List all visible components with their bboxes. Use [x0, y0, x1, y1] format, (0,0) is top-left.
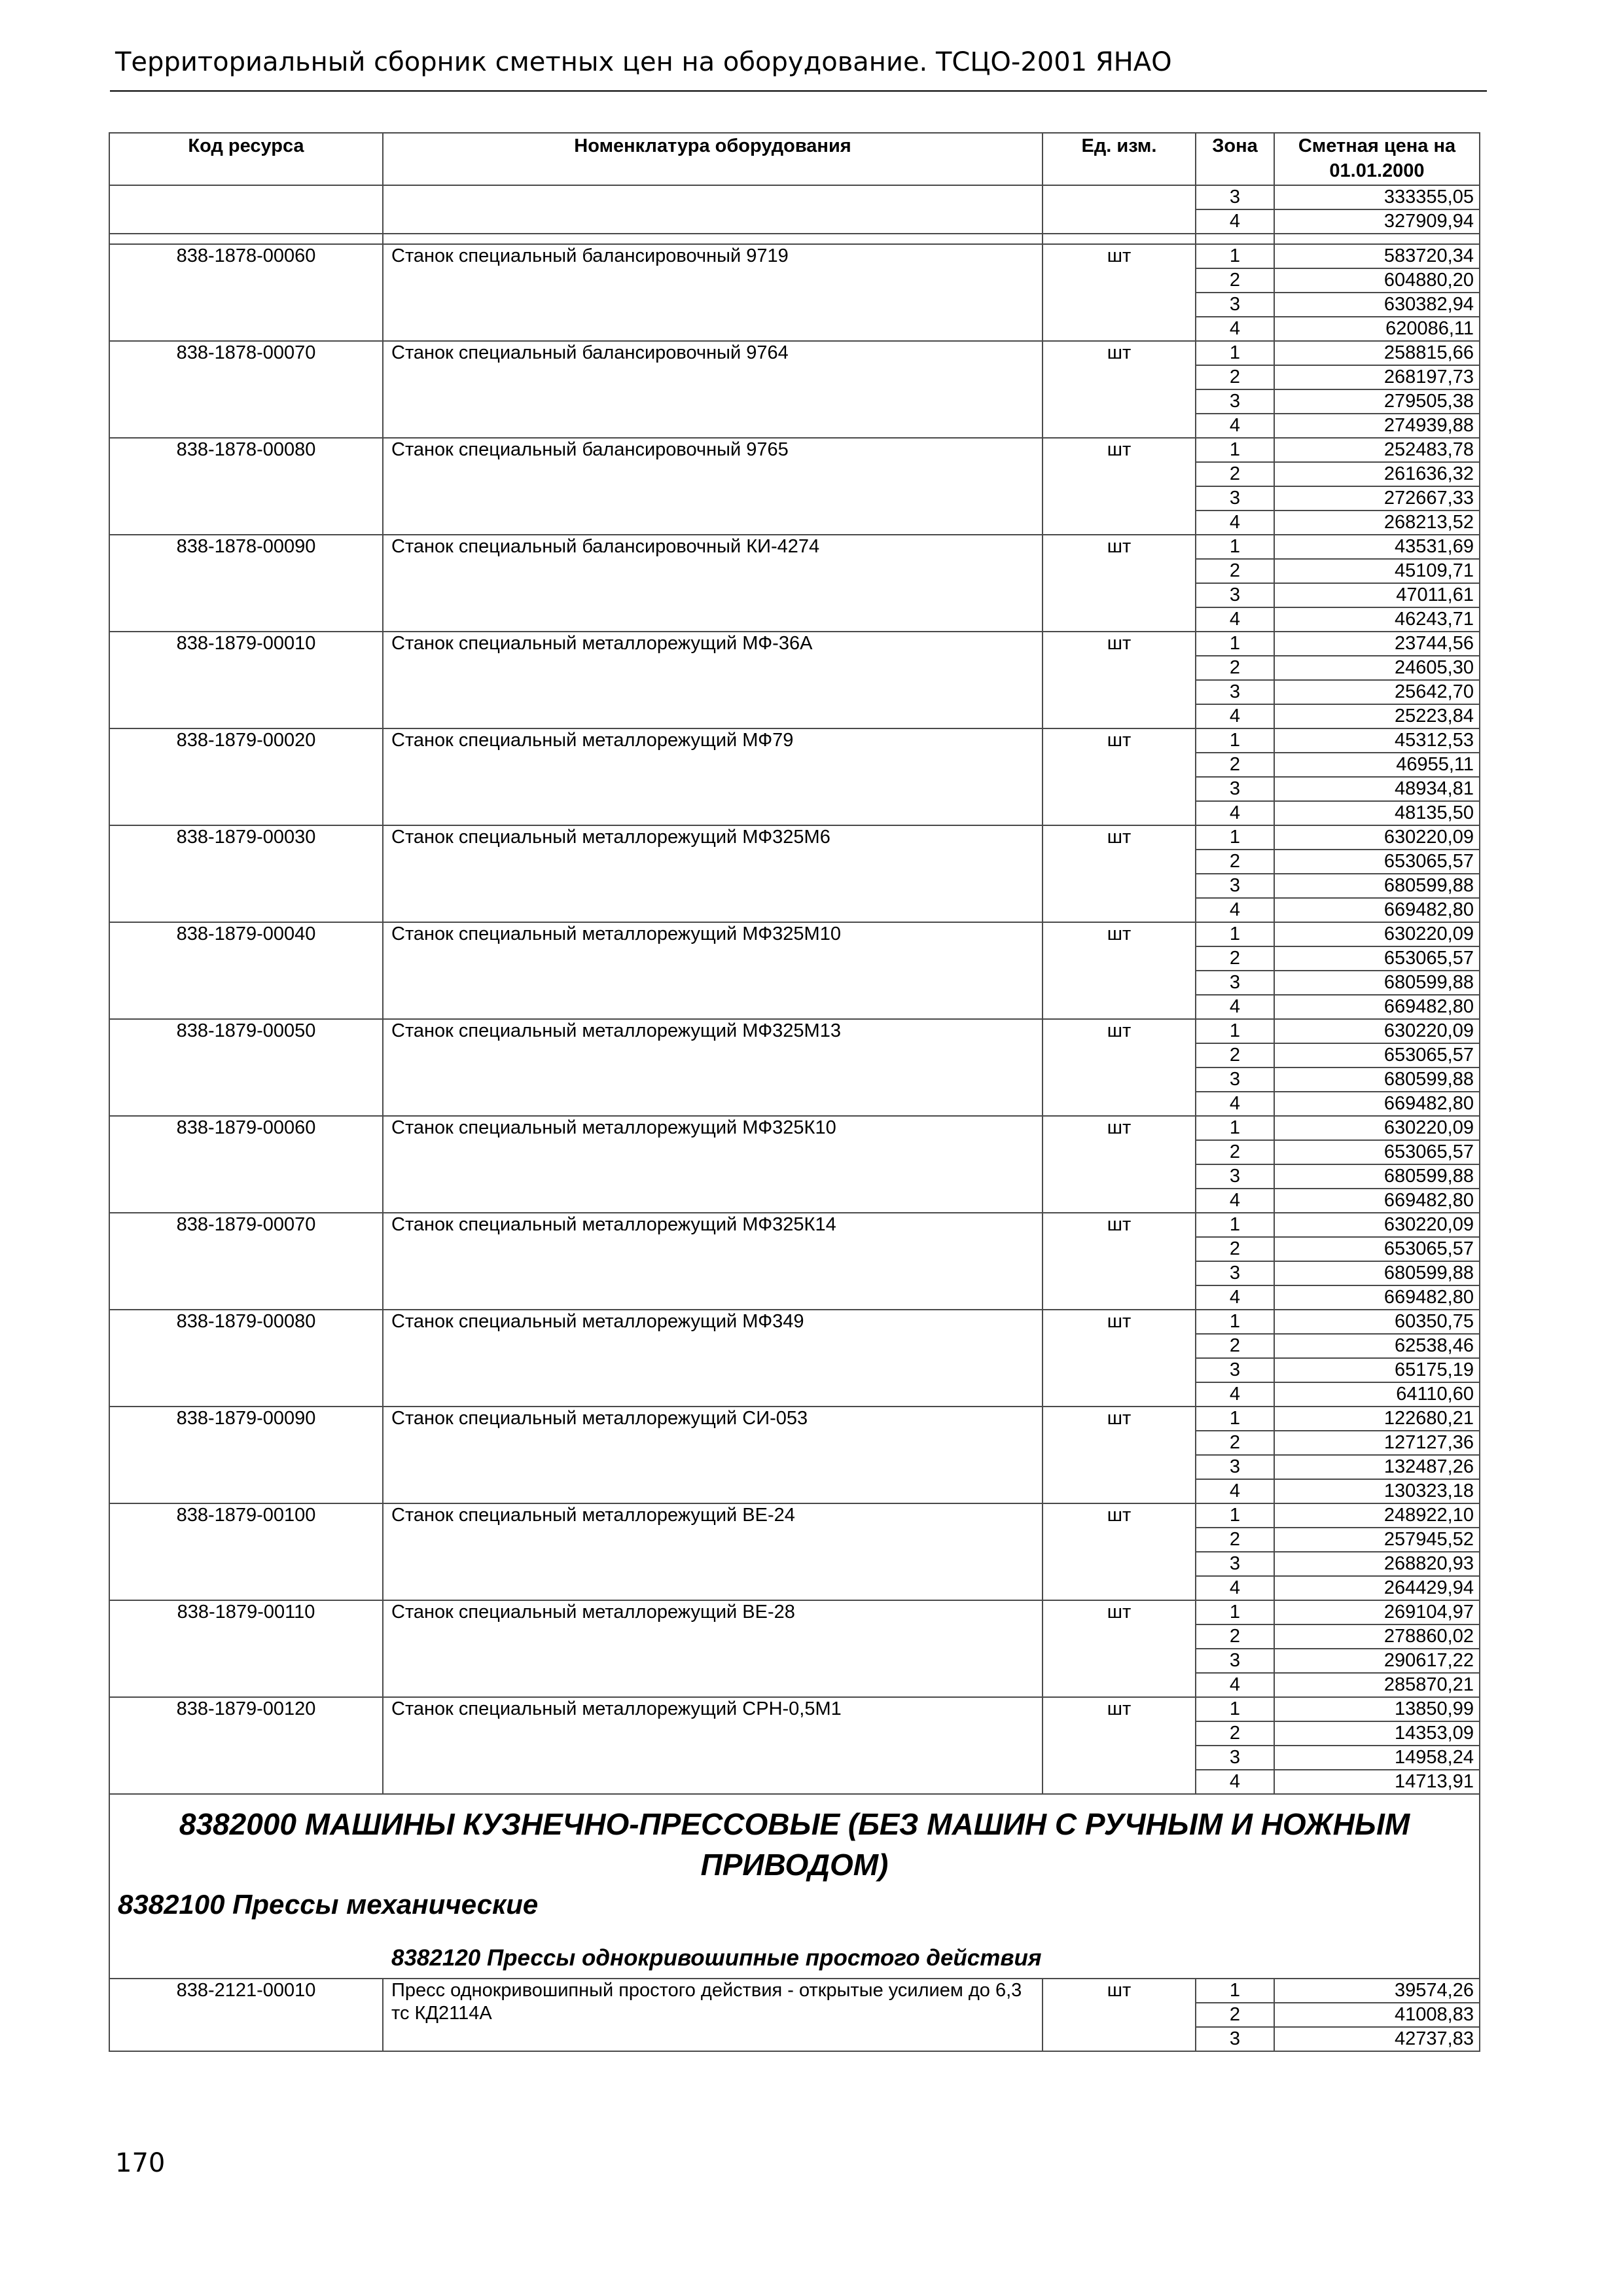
price-cell: 333355,05: [1274, 185, 1480, 209]
equipment-name: Станок специальный металлорежущий МФ325К10: [383, 1116, 1043, 1213]
zone-cell: 3: [1196, 1067, 1274, 1092]
zone-cell: 1: [1196, 438, 1274, 462]
price-cell: 680599,88: [1274, 874, 1480, 898]
resource-code: 838-1879-00050: [109, 1019, 383, 1116]
zone-cell: 1: [1196, 244, 1274, 268]
price-cell: 25642,70: [1274, 680, 1480, 704]
section-header-row: [109, 1794, 1480, 1979]
equipment-name: Станок специальный металлорежущий МФ349: [383, 1310, 1043, 1407]
zone-cell: 4: [1196, 995, 1274, 1019]
equipment-name: Станок специальный балансировочный 9719: [383, 244, 1043, 341]
price-cell: 25223,84: [1274, 704, 1480, 728]
price-cell: 62538,46: [1274, 1334, 1480, 1358]
zone-cell: 4: [1196, 607, 1274, 632]
zone-cell: 3: [1196, 293, 1274, 317]
subsection-title: 8382100 Прессы механические: [118, 1889, 539, 1920]
zone-cell: 3: [1196, 2027, 1274, 2051]
zone-cell: 1: [1196, 1310, 1274, 1334]
price-cell: 272667,33: [1274, 486, 1480, 511]
price-cell: 653065,57: [1274, 850, 1480, 874]
resource-code: 838-1879-00030: [109, 825, 383, 922]
price-cell: 630220,09: [1274, 825, 1480, 850]
resource-code: 838-1878-00070: [109, 341, 383, 438]
table-row: [109, 244, 1480, 268]
unit-of-measure: шт: [1043, 1213, 1196, 1310]
zone-cell: 3: [1196, 486, 1274, 511]
column-header-zone: Зона: [1196, 133, 1274, 185]
price-cell: 669482,80: [1274, 1285, 1480, 1310]
zone-cell: 2: [1196, 2003, 1274, 2027]
unit-of-measure: [1043, 185, 1196, 234]
group-title: 8382120 Прессы однокривошипные простого действия: [391, 1945, 1042, 1971]
table-row: [109, 1697, 1480, 1721]
equipment-name: [383, 185, 1043, 234]
resource-code: 838-1878-00090: [109, 535, 383, 632]
price-cell: 261636,32: [1274, 462, 1480, 486]
price-cell: 14353,09: [1274, 1721, 1480, 1746]
column-header-code: Код ресурса: [109, 133, 383, 185]
price-cell: 42737,83: [1274, 2027, 1480, 2051]
zone-cell: 1: [1196, 825, 1274, 850]
zone-cell: 4: [1196, 414, 1274, 438]
resource-code: 838-1879-00100: [109, 1503, 383, 1600]
zone-cell: 4: [1196, 1189, 1274, 1213]
price-cell: 285870,21: [1274, 1673, 1480, 1697]
zone-cell: 2: [1196, 559, 1274, 583]
price-cell: 653065,57: [1274, 946, 1480, 971]
zone-cell: 4: [1196, 1382, 1274, 1407]
zone-cell: 1: [1196, 1600, 1274, 1624]
price-table: [109, 132, 1480, 2052]
price-cell: 669482,80: [1274, 1189, 1480, 1213]
table-row: [109, 1407, 1480, 1431]
equipment-name: Станок специальный балансировочный 9765: [383, 438, 1043, 535]
equipment-name: Станок специальный металлорежущий МФ325К14: [383, 1213, 1043, 1310]
price-cell: 653065,57: [1274, 1043, 1480, 1067]
price-cell: 248922,10: [1274, 1503, 1480, 1528]
price-cell: 132487,26: [1274, 1455, 1480, 1479]
table-row: [109, 632, 1480, 656]
equipment-name: Станок специальный металлорежущий МФ79: [383, 728, 1043, 825]
resource-code: 838-1879-00040: [109, 922, 383, 1019]
zone-cell: 2: [1196, 850, 1274, 874]
zone-cell: 3: [1196, 1746, 1274, 1770]
zone-cell: 1: [1196, 1116, 1274, 1140]
price-cell: 268820,93: [1274, 1552, 1480, 1576]
zone-cell: 2: [1196, 1624, 1274, 1649]
equipment-name: Станок специальный балансировочный КИ-4274: [383, 535, 1043, 632]
zone-cell: 3: [1196, 1164, 1274, 1189]
price-cell: 14958,24: [1274, 1746, 1480, 1770]
unit-of-measure: шт: [1043, 341, 1196, 438]
price-cell: 258815,66: [1274, 341, 1480, 365]
price-cell: 252483,78: [1274, 438, 1480, 462]
zone-cell: 4: [1196, 317, 1274, 341]
price-cell: 46243,71: [1274, 607, 1480, 632]
zone-cell: 2: [1196, 1528, 1274, 1552]
equipment-name: Станок специальный металлорежущий ВЕ-24: [383, 1503, 1043, 1600]
zone-cell: 2: [1196, 1237, 1274, 1261]
zone-cell: 3: [1196, 680, 1274, 704]
table-header-row: [109, 133, 1480, 185]
resource-code: 838-1879-00090: [109, 1407, 383, 1503]
zone-cell: 3: [1196, 971, 1274, 995]
unit-of-measure: шт: [1043, 728, 1196, 825]
zone-cell: 2: [1196, 365, 1274, 389]
resource-code: 838-1879-00110: [109, 1600, 383, 1697]
page-number: 170: [115, 2148, 166, 2178]
price-cell: 680599,88: [1274, 1067, 1480, 1092]
zone-cell: 3: [1196, 1358, 1274, 1382]
section-header-cell: [109, 1794, 1480, 1979]
table-row: [109, 1310, 1480, 1334]
price-cell: 653065,57: [1274, 1237, 1480, 1261]
zone-cell: 2: [1196, 753, 1274, 777]
price-cell: 268213,52: [1274, 511, 1480, 535]
price-cell: 45109,71: [1274, 559, 1480, 583]
table-row: [109, 1503, 1480, 1528]
column-header-price: Сметная цена на 01.01.2000: [1274, 133, 1480, 185]
unit-of-measure: шт: [1043, 1116, 1196, 1213]
title-divider: [110, 90, 1487, 92]
price-cell: 680599,88: [1274, 1164, 1480, 1189]
unit-of-measure: шт: [1043, 1979, 1196, 2051]
zone-cell: 3: [1196, 583, 1274, 607]
price-cell: 278860,02: [1274, 1624, 1480, 1649]
zone-cell: 4: [1196, 898, 1274, 922]
table-row: [109, 1019, 1480, 1043]
table-row: [109, 535, 1480, 559]
equipment-name: Станок специальный металлорежущий МФ325М6: [383, 825, 1043, 922]
price-cell: 669482,80: [1274, 995, 1480, 1019]
price-cell: 630220,09: [1274, 922, 1480, 946]
table-row: [109, 922, 1480, 946]
zone-cell: 4: [1196, 801, 1274, 825]
zone-cell: 4: [1196, 1770, 1274, 1794]
price-cell: 48934,81: [1274, 777, 1480, 801]
zone-cell: 4: [1196, 511, 1274, 535]
price-cell: 45312,53: [1274, 728, 1480, 753]
resource-code: 838-1878-00080: [109, 438, 383, 535]
table-row: [109, 341, 1480, 365]
spacer-row: [109, 234, 1480, 244]
price-cell: 620086,11: [1274, 317, 1480, 341]
zone-cell: 1: [1196, 1979, 1274, 2003]
section-title: 8382000 МАШИНЫ КУЗНЕЧНО-ПРЕССОВЫЕ (БЕЗ МАШИН С РУЧНЫМ И НОЖНЫМ ПРИВОДОМ): [179, 1807, 1410, 1882]
unit-of-measure: шт: [1043, 438, 1196, 535]
zone-cell: 1: [1196, 1213, 1274, 1237]
zone-cell: 3: [1196, 874, 1274, 898]
zone-cell: 2: [1196, 946, 1274, 971]
price-cell: 23744,56: [1274, 632, 1480, 656]
price-cell: 127127,36: [1274, 1431, 1480, 1455]
zone-cell: 3: [1196, 185, 1274, 209]
zone-cell: 2: [1196, 1140, 1274, 1164]
equipment-name: Станок специальный металлорежущий СИ-053: [383, 1407, 1043, 1503]
price-cell: 583720,34: [1274, 244, 1480, 268]
price-cell: 653065,57: [1274, 1140, 1480, 1164]
price-cell: 41008,83: [1274, 2003, 1480, 2027]
spacer-cell: [109, 234, 383, 244]
resource-code: [109, 185, 383, 234]
price-cell: 14713,91: [1274, 1770, 1480, 1794]
price-cell: 65175,19: [1274, 1358, 1480, 1382]
zone-cell: 3: [1196, 1649, 1274, 1673]
price-cell: 669482,80: [1274, 898, 1480, 922]
zone-cell: 1: [1196, 728, 1274, 753]
price-cell: 257945,52: [1274, 1528, 1480, 1552]
table-row: [109, 185, 1480, 209]
table-row: [109, 728, 1480, 753]
table-row: [109, 825, 1480, 850]
table-body: [109, 185, 1480, 2051]
resource-code: 838-1879-00020: [109, 728, 383, 825]
resource-code: 838-1879-00010: [109, 632, 383, 728]
price-cell: 630220,09: [1274, 1019, 1480, 1043]
table-row: [109, 438, 1480, 462]
table-row: [109, 1979, 1480, 2003]
unit-of-measure: шт: [1043, 825, 1196, 922]
price-cell: 13850,99: [1274, 1697, 1480, 1721]
equipment-name: Станок специальный балансировочный 9764: [383, 341, 1043, 438]
zone-cell: 1: [1196, 1019, 1274, 1043]
equipment-name: Станок специальный металлорежущий МФ-36А: [383, 632, 1043, 728]
zone-cell: 1: [1196, 1697, 1274, 1721]
resource-code: 838-2121-00010: [109, 1979, 383, 2051]
zone-cell: 2: [1196, 1043, 1274, 1067]
equipment-name: Станок специальный металлорежущий ВЕ-28: [383, 1600, 1043, 1697]
zone-cell: 1: [1196, 535, 1274, 559]
zone-cell: 1: [1196, 341, 1274, 365]
price-cell: 264429,94: [1274, 1576, 1480, 1600]
price-cell: 630220,09: [1274, 1213, 1480, 1237]
price-cell: 630220,09: [1274, 1116, 1480, 1140]
price-cell: 130323,18: [1274, 1479, 1480, 1503]
price-cell: 46955,11: [1274, 753, 1480, 777]
equipment-name: Пресс однокривошипный простого действия - открытые усилием до 6,3 тс КД2114А: [383, 1979, 1043, 2051]
price-cell: 64110,60: [1274, 1382, 1480, 1407]
table-row: [109, 1116, 1480, 1140]
column-header-name: Номенклатура оборудования: [383, 133, 1043, 185]
unit-of-measure: шт: [1043, 1310, 1196, 1407]
zone-cell: 1: [1196, 1503, 1274, 1528]
resource-code: 838-1878-00060: [109, 244, 383, 341]
resource-code: 838-1879-00070: [109, 1213, 383, 1310]
spacer-cell: [383, 234, 1043, 244]
resource-code: 838-1879-00060: [109, 1116, 383, 1213]
resource-code: 838-1879-00080: [109, 1310, 383, 1407]
equipment-name: Станок специальный металлорежущий МФ325М10: [383, 922, 1043, 1019]
unit-of-measure: шт: [1043, 922, 1196, 1019]
price-cell: 48135,50: [1274, 801, 1480, 825]
price-cell: 269104,97: [1274, 1600, 1480, 1624]
zone-cell: 2: [1196, 462, 1274, 486]
table-row: [109, 1600, 1480, 1624]
equipment-name: Станок специальный металлорежущий СРН-0,5М1: [383, 1697, 1043, 1794]
zone-cell: 1: [1196, 922, 1274, 946]
unit-of-measure: шт: [1043, 1697, 1196, 1794]
price-cell: 122680,21: [1274, 1407, 1480, 1431]
price-cell: 327909,94: [1274, 209, 1480, 234]
column-header-unit: Ед. изм.: [1043, 133, 1196, 185]
price-cell: 279505,38: [1274, 389, 1480, 414]
price-cell: 60350,75: [1274, 1310, 1480, 1334]
price-cell: 24605,30: [1274, 656, 1480, 680]
zone-cell: 2: [1196, 1431, 1274, 1455]
zone-cell: 4: [1196, 209, 1274, 234]
zone-cell: 3: [1196, 777, 1274, 801]
unit-of-measure: шт: [1043, 1019, 1196, 1116]
table-row: [109, 1213, 1480, 1237]
zone-cell: 1: [1196, 1407, 1274, 1431]
resource-code: 838-1879-00120: [109, 1697, 383, 1794]
equipment-name: Станок специальный металлорежущий МФ325М13: [383, 1019, 1043, 1116]
page-title: Территориальный сборник сметных цен на оборудование. ТСЦО-2001 ЯНАО: [115, 47, 1172, 77]
zone-cell: 3: [1196, 1552, 1274, 1576]
price-cell: 39574,26: [1274, 1979, 1480, 2003]
price-cell: 669482,80: [1274, 1092, 1480, 1116]
zone-cell: 4: [1196, 1092, 1274, 1116]
zone-cell: 4: [1196, 1673, 1274, 1697]
zone-cell: 2: [1196, 656, 1274, 680]
price-cell: 604880,20: [1274, 268, 1480, 293]
price-cell: 680599,88: [1274, 971, 1480, 995]
price-cell: 290617,22: [1274, 1649, 1480, 1673]
spacer-cell: [1196, 234, 1274, 244]
price-cell: 47011,61: [1274, 583, 1480, 607]
unit-of-measure: шт: [1043, 1503, 1196, 1600]
zone-cell: 4: [1196, 1576, 1274, 1600]
price-cell: 268197,73: [1274, 365, 1480, 389]
zone-cell: 4: [1196, 1479, 1274, 1503]
spacer-cell: [1274, 234, 1480, 244]
zone-cell: 4: [1196, 1285, 1274, 1310]
zone-cell: 1: [1196, 632, 1274, 656]
unit-of-measure: шт: [1043, 244, 1196, 341]
unit-of-measure: шт: [1043, 632, 1196, 728]
zone-cell: 4: [1196, 704, 1274, 728]
price-cell: 630382,94: [1274, 293, 1480, 317]
zone-cell: 3: [1196, 1455, 1274, 1479]
zone-cell: 2: [1196, 268, 1274, 293]
unit-of-measure: шт: [1043, 535, 1196, 632]
price-cell: 680599,88: [1274, 1261, 1480, 1285]
unit-of-measure: шт: [1043, 1407, 1196, 1503]
price-cell: 274939,88: [1274, 414, 1480, 438]
zone-cell: 2: [1196, 1334, 1274, 1358]
zone-cell: 3: [1196, 389, 1274, 414]
spacer-cell: [1043, 234, 1196, 244]
price-cell: 43531,69: [1274, 535, 1480, 559]
zone-cell: 2: [1196, 1721, 1274, 1746]
unit-of-measure: шт: [1043, 1600, 1196, 1697]
zone-cell: 3: [1196, 1261, 1274, 1285]
